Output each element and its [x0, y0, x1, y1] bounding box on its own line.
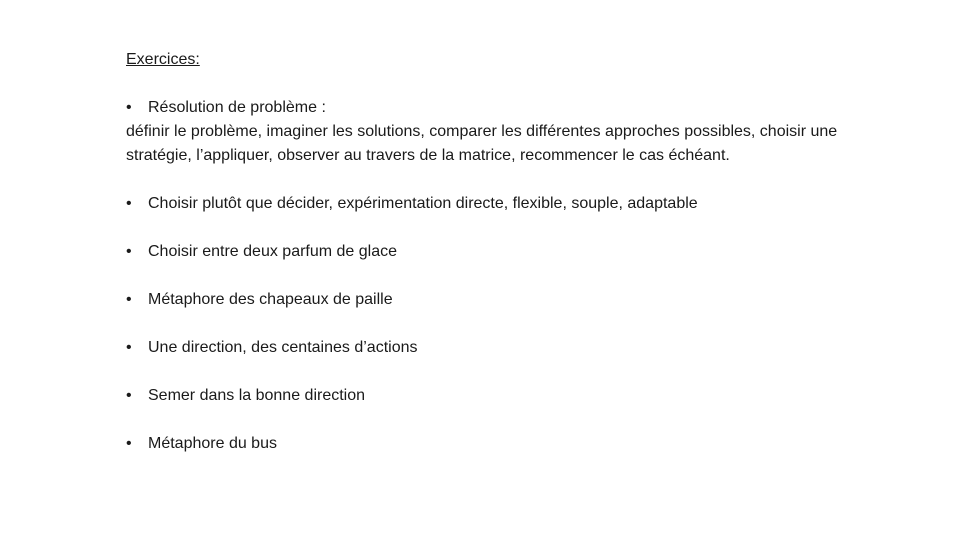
bullet-mark: •	[126, 195, 132, 212]
bullet-item	[126, 384, 946, 408]
bullet-mark: •	[126, 291, 132, 308]
bullet-line	[126, 96, 946, 120]
bullet-text: Une direction, des centaines d’actions	[148, 339, 418, 356]
bullet-mark: •	[126, 339, 132, 356]
bullet-mark: •	[126, 243, 132, 260]
bullet-item	[126, 288, 946, 312]
bullet-text: Métaphore des chapeaux de paille	[148, 291, 393, 308]
bullet-item-resolution	[126, 96, 946, 168]
bullet-detail-line-1: définir le problème, imaginer les solutions, comparer les différentes approches possibles, choisir une	[126, 123, 838, 140]
slide-content	[126, 48, 946, 456]
bullet-mark: •	[126, 387, 132, 404]
bullet-mark: •	[126, 99, 132, 116]
bullet-item	[126, 240, 946, 264]
bullet-text: Choisir plutôt que décider, expérimentation directe, flexible, souple, adaptable	[148, 195, 698, 212]
bullet-detail-line-2: stratégie, l’appliquer, observer au travers de la matrice, recommencer le cas échéant.	[126, 147, 730, 164]
bullet-label: Résolution de problème :	[148, 99, 326, 116]
bullet-item	[126, 192, 946, 216]
bullet-text: Métaphore du bus	[148, 435, 277, 452]
bullet-text: Choisir entre deux parfum de glace	[148, 243, 398, 260]
bullet-item	[126, 432, 946, 456]
bullet-text: Semer dans la bonne direction	[148, 387, 366, 404]
bullet-mark: •	[126, 435, 132, 452]
bullet-item	[126, 336, 946, 360]
slide-heading: Exercices:	[126, 51, 200, 68]
